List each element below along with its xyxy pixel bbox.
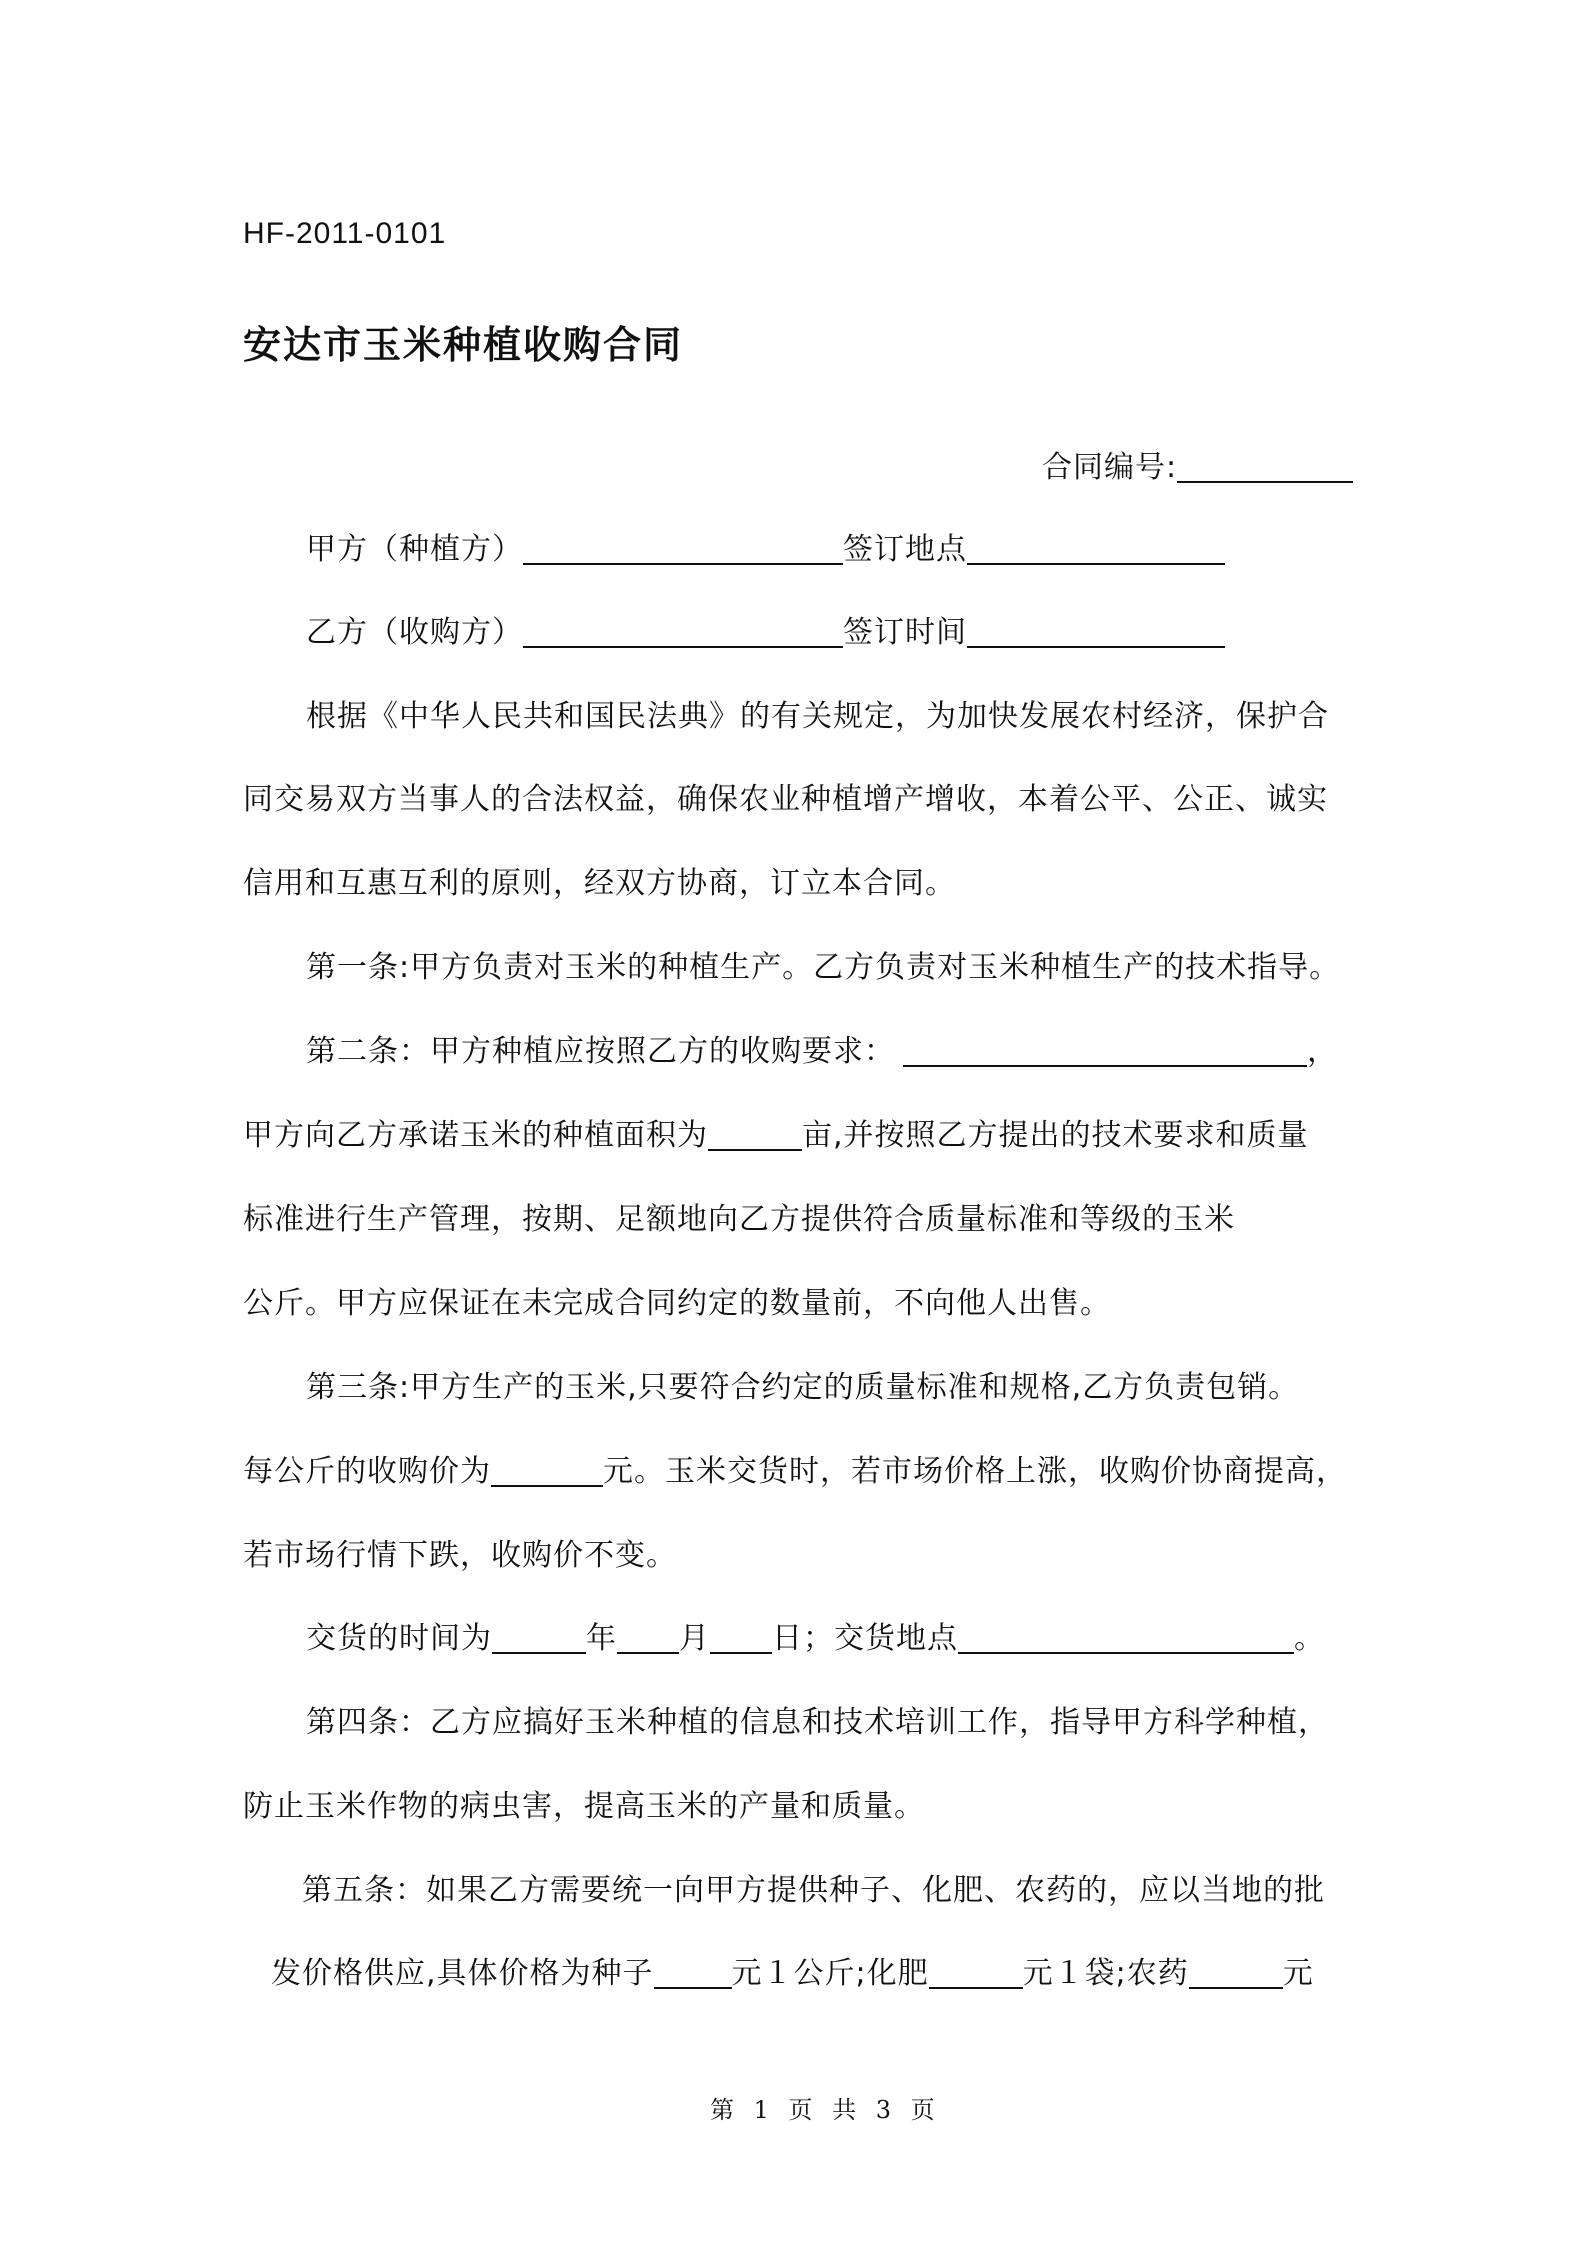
article-2-comma: ，: [1307, 1034, 1338, 1069]
seed-price-label: 发价格供应,具体价格为种子: [271, 1956, 654, 1991]
year-label: 年: [586, 1621, 617, 1656]
delivery-period: 。: [1294, 1621, 1325, 1656]
party-b-row: [306, 613, 1225, 653]
pesticide-price-label: 元１袋;农药: [1022, 1956, 1189, 1991]
article-2-area-unit: 亩,并按照乙方提出的技术要求和质量: [802, 1118, 1309, 1153]
seed-price-field[interactable]: [654, 1955, 732, 1989]
signing-place-label: 签订地点: [843, 532, 967, 567]
contract-number-label: 合同编号:: [1042, 450, 1178, 485]
month-label: 月: [679, 1621, 710, 1656]
article-2-line-1: [306, 1032, 1338, 1072]
contract-number-field[interactable]: [1177, 449, 1353, 483]
article-2-line-4: 公斤。甲方应保证在未完成合同约定的数量前，不向他人出售。: [243, 1286, 1111, 1321]
price-field[interactable]: [491, 1453, 603, 1487]
pesticide-price-field[interactable]: [1189, 1955, 1283, 1989]
party-b-label: 乙方（收购方）: [306, 615, 523, 650]
party-a-label: 甲方（种植方）: [306, 532, 523, 567]
page-footer: 第 1 页 共 3 页: [710, 2096, 941, 2124]
delivery-place-label: 日；交货地点: [772, 1621, 958, 1656]
fertilizer-price-field[interactable]: [929, 1955, 1023, 1989]
article-3-line-2: [243, 1452, 1347, 1492]
preamble-line-3: 信用和互惠互利的原则，经双方协商，订立本合同。: [243, 866, 956, 901]
delivery-day-field[interactable]: [710, 1620, 772, 1654]
article-2-text: 第二条：甲方种植应按照乙方的收购要求：: [306, 1034, 895, 1069]
article-1: 第一条:甲方负责对玉米的种植生产。乙方负责对玉米种植生产的技术指导。: [306, 950, 1341, 985]
price-text: 元。玉米交货时，若市场价格上涨，收购价协商提高，: [603, 1454, 1347, 1489]
purchase-requirement-field[interactable]: [903, 1033, 1307, 1067]
preamble-line-1: 根据《中华人民共和国民法典》的有关规定，为加快发展农村经济，保护合: [306, 699, 1329, 734]
article-2-area-text: 甲方向乙方承诺玉米的种植面积为: [243, 1118, 708, 1153]
signing-place-field[interactable]: [967, 531, 1225, 565]
party-a-field[interactable]: [523, 531, 843, 565]
party-a-row: [306, 530, 1225, 570]
article-2-line-3: 标准进行生产管理，按期、足额地向乙方提供符合质量标准和等级的玉米: [243, 1202, 1235, 1237]
preamble-line-2: 同交易双方当事人的合法权益，确保农业种植增产增收，本着公平、公正、诚实: [243, 782, 1328, 817]
delivery-year-field[interactable]: [492, 1620, 586, 1654]
document-code: HF-2011-0101: [243, 217, 447, 250]
signing-time-label: 签订时间: [843, 615, 967, 650]
delivery-place-field[interactable]: [958, 1620, 1294, 1654]
delivery-month-field[interactable]: [617, 1620, 679, 1654]
planting-area-field[interactable]: [708, 1117, 802, 1151]
signing-time-field[interactable]: [967, 614, 1225, 648]
pesticide-unit: 元: [1282, 1956, 1314, 1991]
delivery-time-label: 交货的时间为: [306, 1621, 492, 1656]
article-4-line-2: 防止玉米作物的病虫害，提高玉米的产量和质量。: [243, 1789, 925, 1824]
article-3-line-1: 第三条:甲方生产的玉米,只要符合约定的质量标准和规格,乙方负责包销。: [306, 1370, 1300, 1405]
article-4-line-1: 第四条：乙方应搞好玉米种植的信息和技术培训工作，指导甲方科学种植，: [306, 1705, 1329, 1740]
price-label: 每公斤的收购价为: [243, 1454, 491, 1489]
document-title: 安达市玉米种植收购合同: [243, 323, 684, 367]
article-2-line-2: [243, 1116, 1309, 1156]
article-5-line-1: 第五条：如果乙方需要统一向甲方提供种子、化肥、农药的，应以当地的批: [302, 1873, 1325, 1908]
article-3-line-3: 若市场行情下跌，收购价不变。: [243, 1538, 677, 1573]
article-5-line-2: [271, 1954, 1314, 1994]
party-b-field[interactable]: [523, 614, 843, 648]
fertilizer-price-label: 元１公斤;化肥: [731, 1956, 929, 1991]
delivery-row: [306, 1619, 1325, 1659]
contract-number-row: [1042, 448, 1353, 488]
